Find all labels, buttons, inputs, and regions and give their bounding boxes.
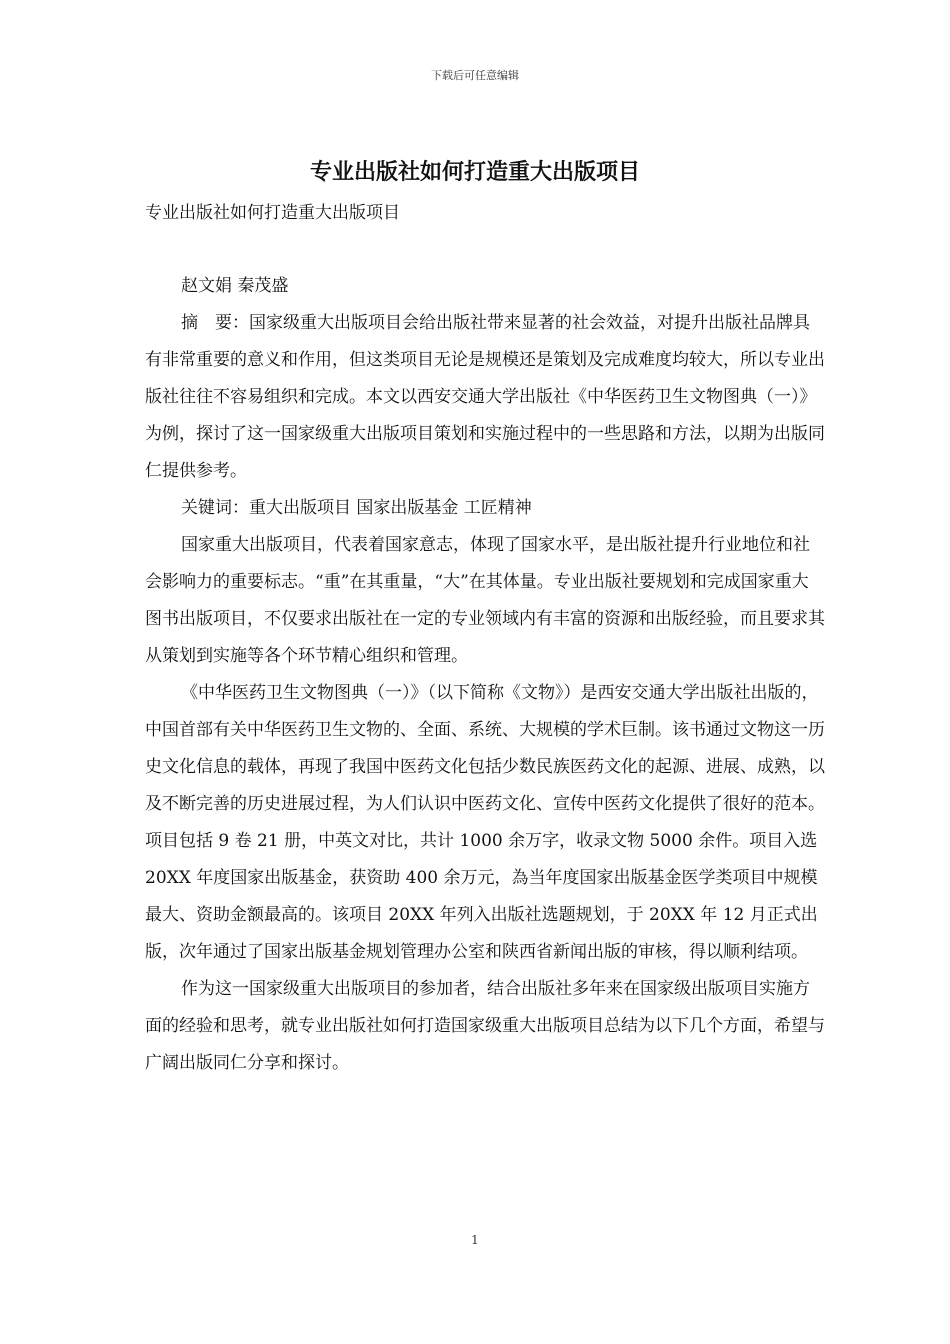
body-paragraph: 国家重大出版项目，代表着国家意志，体现了国家水平，是出版社提升行业地位和社会影响力的重要标志。“重”在其重量，“大”在其体量。专业出版社要规划和完成国家重大图书出版项目，不仅要求出版社在一定的专业领域内有丰富的资源和出版经验，而且要求其从策划到实施等各个环节精心组织和管理。 [145,535,825,666]
keywords: 关键词：重大出版项目 国家出版基金 工匠精神 [181,498,532,518]
authors: 赵文娟 秦茂盛 [181,276,289,296]
page-number: 1 [471,1233,479,1247]
abstract: 摘 要：国家级重大出版项目会给出版社带来显著的社会效益，对提升出版社品牌具有非常重要的意义和作用，但这类项目无论是规模还是策划及完成难度均较大，所以专业出版社往往不容易组织和完成。本文以西安交通大学出版社《中华医药卫生文物图典（一）》为例，探讨了这一国家级重大出版项目策划和实施过程中的一些思路和方法，以期为出版同仁提供参考。 [145,313,825,481]
body-paragraph: 《中华医药卫生文物图典（一）》（以下简称《文物》）是西安交通大学出版社出版的，中国首部有关中华医药卫生文物的、全面、系统、大规模的学术巨制。该书通过文物这一历史文化信息的载体，再现了我国中医药文化包括少数民族医药文化的起源、进展、成熟，以及不断完善的历史进展过程，为人们认识中医药文化、宣传中医药文化提供了很好的范本。项目包括 9 卷 21 册，中英文对比，共计 1000 余万字，收录文物 5000 余件。项目入选 20XX 年度国家出版基金，获资助 400 余万元，為当年度国家出版基金医学类项目中规模最大、资助金额最高的。该项目 20XX 年列入出版社选题规划，于 20XX 年 12 月正式出版，次年通过了国家出版基金规划管理办公室和陕西省新闻出版的审核，得以顺利结项。 [145,683,825,962]
document-body [145,195,825,1082]
document-subtitle: 专业出版社如何打造重大出版项目 [145,203,400,223]
page-header-note: 下载后可任意编辑 [431,69,519,82]
body-paragraph: 作为这一国家级重大出版项目的参加者，结合出版社多年来在国家级出版项目实施方面的经验和思考，就专业出版社如何打造国家级重大出版项目总结为以下几个方面，希望与广阔出版同仁分享和探讨。 [145,979,825,1073]
document-title: 专业出版社如何打造重大出版项目 [309,160,640,185]
